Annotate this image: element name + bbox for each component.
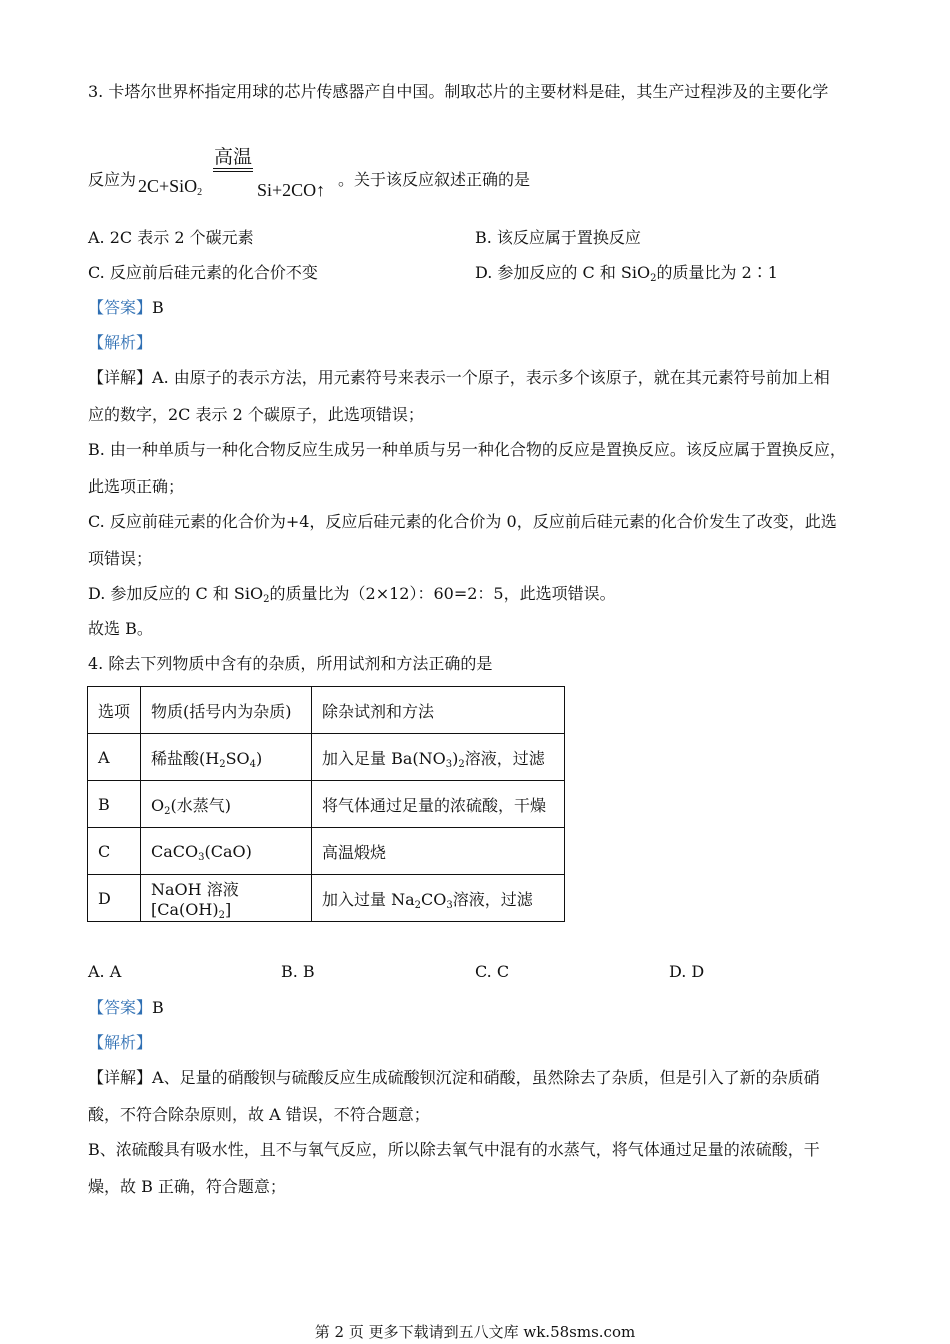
q3-detail-a-line2: 应的数字，2C 表示 2 个碳原子，此选项错误； bbox=[88, 405, 424, 424]
q4-answer: 【答案】B bbox=[88, 998, 164, 1017]
q3-answer: 【答案】B bbox=[88, 298, 164, 317]
q3-analysis-tag: 【解析】 bbox=[88, 333, 153, 352]
row-c-substance: CaCO$_3$(CaO) bbox=[141, 828, 312, 875]
q4-choice-b: B. B bbox=[281, 962, 315, 981]
row-a-method: 加入足量 $Ba(NO_3)_2$溶液，过滤 bbox=[312, 734, 565, 781]
q4-detail-a-line1: 【详解】A、足量的硝酸钡与硫酸反应生成硫酸钡沉淀和硝酸，虽然除去了杂质，但是引入了新的杂质硝 bbox=[88, 1068, 820, 1087]
table-row bbox=[88, 734, 565, 781]
q3-equation-right: Si+2CO↑ bbox=[257, 180, 326, 200]
q4-stem: 4. 除去下列物质中含有的杂质，所用试剂和方法正确的是 bbox=[88, 654, 493, 673]
row-c-method: 高温煅烧 bbox=[312, 828, 565, 875]
q3-option-c: C. 反应前后硅元素的化合价不变 bbox=[88, 263, 318, 282]
table-header-row bbox=[88, 687, 565, 734]
q4-detail-a-line2: 酸，不符合除杂原则，故 A 错误，不符合题意； bbox=[88, 1105, 430, 1124]
q4-choice-c: C. C bbox=[475, 962, 510, 981]
q4-options-table bbox=[87, 686, 565, 922]
row-d-method: 加入过量 $Na_2CO_3$溶液，过滤 bbox=[312, 875, 565, 922]
q3-detail-c-line2: 项错误； bbox=[88, 549, 153, 568]
header-substance: 物质(括号内为杂质) bbox=[141, 687, 312, 734]
row-b-option: B bbox=[88, 781, 141, 828]
q4-analysis-tag: 【解析】 bbox=[88, 1033, 153, 1052]
q3-equation-condition-line-1 bbox=[213, 168, 253, 169]
q3-stem-line1: 3. 卡塔尔世界杯指定用球的芯片传感器产自中国。制取芯片的主要材料是硅，其生产过程涉及的主要化学 bbox=[88, 82, 829, 101]
q3-detail-d: D. 参加反应的 C 和 SiO$_2$的质量比为（2×12）：60=2：5，此选项错误。 bbox=[88, 584, 616, 605]
row-c-option: C bbox=[88, 828, 141, 875]
q4-detail-b-line1: B、浓硫酸具有吸水性，且不与氧气反应，所以除去氧气中混有的水蒸气，将气体通过足量的浓硫酸，干 bbox=[88, 1140, 820, 1159]
q3-option-b: B. 该反应属于置换反应 bbox=[475, 228, 641, 247]
table-row bbox=[88, 875, 565, 922]
q4-detail-b-line2: 燥，故 B 正确，符合题意； bbox=[88, 1177, 286, 1196]
row-a-substance: 稀盐酸$(H_2SO_4)$ bbox=[141, 734, 312, 781]
q3-detail-c-line1: C. 反应前硅元素的化合价为+4，反应后硅元素的化合价为 0，反应前后硅元素的化合价发生了改变，此选 bbox=[88, 512, 837, 531]
row-b-method: 将气体通过足量的浓硫酸，干燥 bbox=[312, 781, 565, 828]
q3-option-d: D. 参加反应的 C 和 SiO$_2$的质量比为 2∶1 bbox=[475, 263, 778, 284]
table-row bbox=[88, 781, 565, 828]
q3-equation-condition-line-2 bbox=[213, 171, 253, 172]
row-d-option: D bbox=[88, 875, 141, 922]
q3-stem-line2-prefix: 反应为 bbox=[88, 170, 137, 189]
row-d-substance: NaOH 溶液$[Ca(OH)_2]$ bbox=[141, 875, 312, 922]
table-row bbox=[88, 828, 565, 875]
q3-equation-condition: 高温 bbox=[214, 146, 253, 168]
page-footer: 第 2 页 更多下载请到五八文库 wk.58sms.com bbox=[314, 1323, 636, 1341]
q3-detail-a-line1: 【详解】A. 由原子的表示方法，用元素符号来表示一个原子，表示多个该原子，就在其元素符号前加上相 bbox=[88, 368, 830, 387]
q3-detail-b-line2: 此选项正确； bbox=[88, 477, 185, 496]
q3-stem-line2-suffix: 。关于该反应叙述正确的是 bbox=[338, 170, 531, 189]
q4-choice-a: A. A bbox=[88, 962, 122, 981]
q3-equation-left: 2C+SiO$_2$ bbox=[138, 176, 203, 198]
q4-choice-d: D. D bbox=[669, 962, 705, 981]
q3-option-a: A. 2C 表示 2 个碳元素 bbox=[88, 228, 254, 247]
q3-conclusion: 故选 B。 bbox=[88, 619, 153, 638]
q3-detail-b-line1: B. 由一种单质与一种化合物反应生成另一种单质与另一种化合物的反应是置换反应。该反应属于置换反应， bbox=[88, 440, 846, 459]
row-b-substance: $O_2$(水蒸气) bbox=[141, 781, 312, 828]
row-a-option: A bbox=[88, 734, 141, 781]
header-method: 除杂试剂和方法 bbox=[312, 687, 565, 734]
header-option: 选项 bbox=[88, 687, 141, 734]
